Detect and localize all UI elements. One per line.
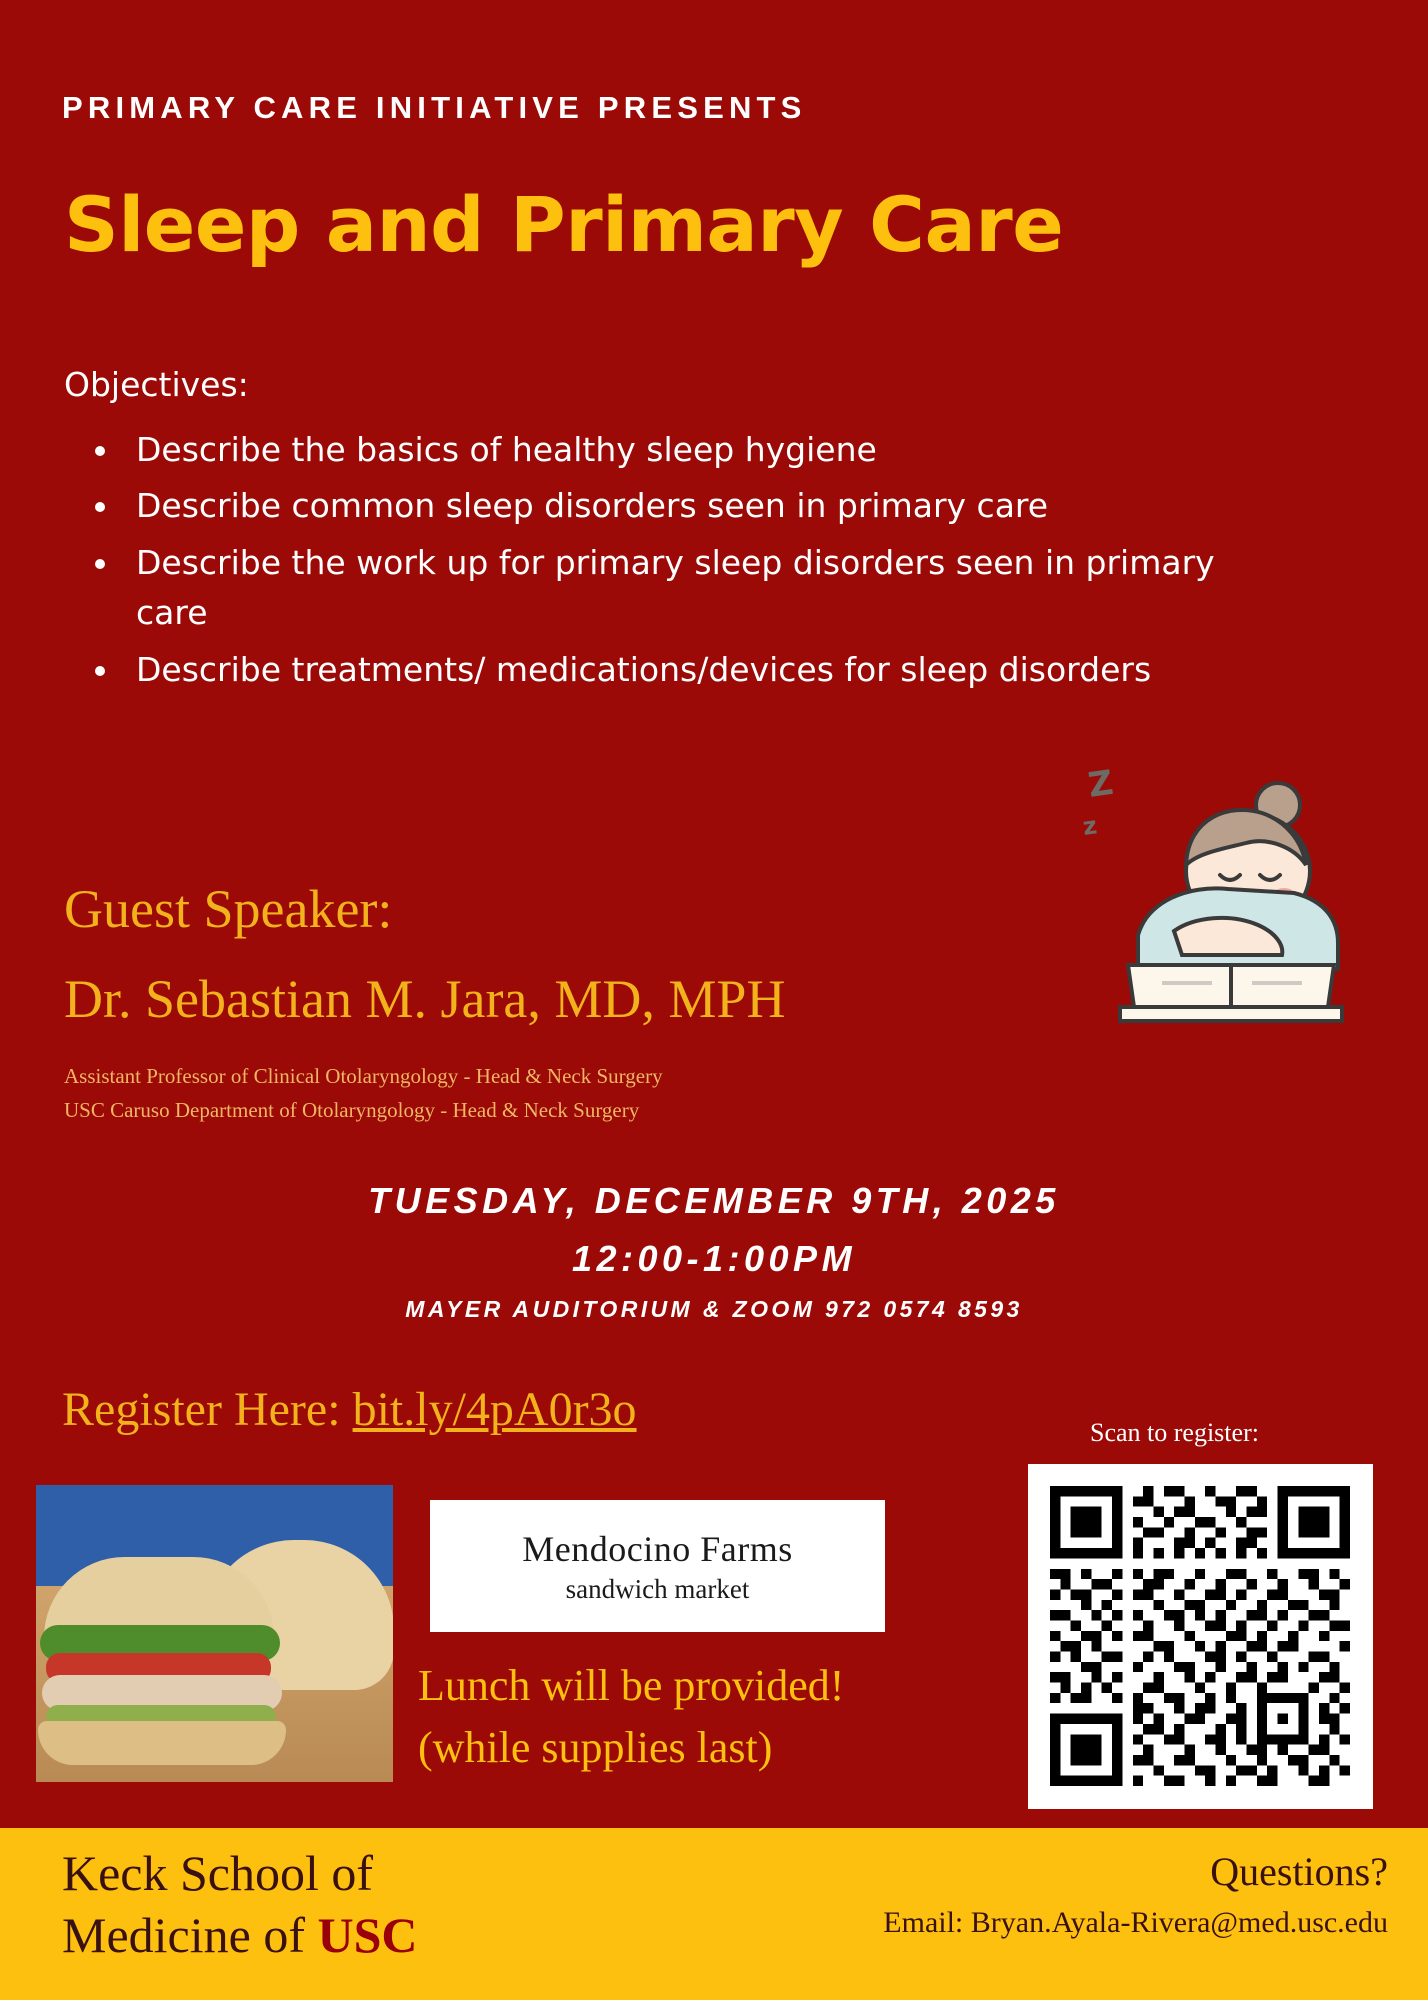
usc-wordmark: USC [317,1907,418,1963]
school-name-line2 [62,1906,418,1964]
sandwich-photo [36,1485,393,1782]
page-title: Sleep and Primary Care [64,180,1064,269]
speaker-name: Dr. Sebastian M. Jara, MD, MPH [64,969,786,1029]
kicker-text: PRIMARY CARE INITIATIVE PRESENTS [62,90,807,125]
sleeping-girl-icon [1062,755,1352,1045]
sponsor-subtitle: sandwich market [565,1573,750,1604]
footer-bar [0,1828,1428,2000]
event-time: 12:00-1:00PM [571,1238,857,1279]
scan-to-register-label: Scan to register: [1090,1418,1259,1447]
list-item: • Describe common sleep disorders seen in primary care [122,481,1282,531]
qr-code[interactable] [1028,1464,1373,1809]
lunch-note-line1: Lunch will be provided! [418,1661,845,1710]
register-block [62,1382,637,1437]
register-link[interactable]: bit.ly/4pA0r3o [352,1383,637,1436]
svg-text:Z: Z [1085,762,1116,806]
list-item: • Describe treatments/ medications/devices for sleep disorders [122,645,1282,695]
contact-email[interactable]: Email: Bryan.Ayala-Rivera@med.usc.edu [883,1906,1388,1939]
sponsor-name: Mendocino Farms [522,1528,793,1569]
speaker-title-line1: Assistant Professor of Clinical Otolaryngology - Head & Neck Surgery [64,1064,663,1088]
sandwich-bottom-bread [38,1721,286,1765]
event-date: TUESDAY, DECEMBER 9TH, 2025 [368,1180,1060,1221]
svg-text:z: z [1080,811,1099,841]
school-name-line1: Keck School of [62,1845,374,1901]
sponsor-logo [430,1500,885,1632]
objectives-label: Objectives: [64,365,249,404]
objectives-list [88,425,1282,701]
school-name-prefix: Medicine of [62,1907,318,1963]
list-item: • Describe the basics of healthy sleep hygiene [122,425,1282,475]
speaker-label: Guest Speaker: [64,879,393,939]
speaker-title-line2: USC Caruso Department of Otolaryngology - Head & Neck Surgery [64,1098,640,1122]
list-item: • Describe the work up for primary sleep disorders seen in primary care [122,538,1282,639]
lunch-note-line2: (while supplies last) [418,1723,773,1772]
questions-label: Questions? [1210,1849,1388,1894]
register-label: Register Here: [62,1383,341,1436]
qr-code-image [1050,1486,1350,1786]
event-venue: MAYER AUDITORIUM & ZOOM 972 0574 8593 [405,1296,1023,1322]
